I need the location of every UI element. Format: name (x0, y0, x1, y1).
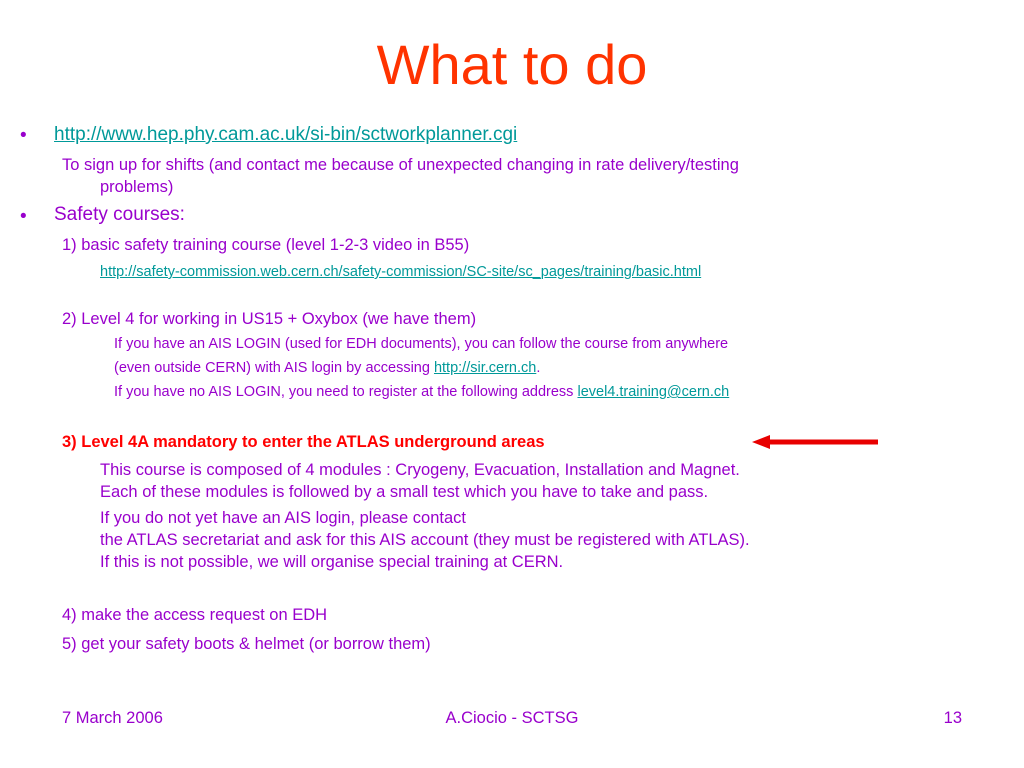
course-item-2-line3-prefix: If you have no AIS LOGIN, you need to register at the following address (114, 384, 578, 400)
course-item-3-p1-line1: This course is composed of 4 modules : Cryogeny, Evacuation, Installation and Magnet. (100, 461, 740, 479)
course-item-1: 1) basic safety training course (level 1-2-3 video in B55) (62, 236, 470, 254)
course-item-2-line2-prefix: (even outside CERN) with AIS login by accessing (114, 360, 434, 376)
safety-courses-heading: Safety courses: (54, 204, 185, 225)
bullet-dot: • (20, 125, 27, 146)
course-item-3-p2-line2: the ATLAS secretariat and ask for this AIS account (they must be registered with ATLAS). (100, 531, 750, 549)
footer-author: A.Ciocio - SCTSG (445, 709, 579, 727)
course-item-3: 3) Level 4A mandatory to enter the ATLAS underground areas (62, 433, 545, 451)
course-item-4: 4) make the access request on EDH (62, 606, 328, 624)
course-item-3-p2-line1: If you do not yet have an AIS login, please contact (100, 509, 466, 527)
sir-cern-link[interactable]: http://sir.cern.ch (433, 360, 537, 376)
workplanner-link[interactable]: http://www.hep.phy.cam.ac.uk/si-bin/sctworkplanner.cgi (54, 124, 518, 145)
course-item-3-p2-line3: If this is not possible, we will organise special training at CERN. (100, 553, 564, 571)
course-item-2: 2) Level 4 for working in US15 + Oxybox (we have them) (62, 310, 477, 328)
course-item-3-p1-line2: Each of these modules is followed by a small test which you have to take and pass. (100, 483, 709, 501)
level4-email-link[interactable]: level4.training@cern.ch (577, 384, 730, 400)
workplanner-desc-line1: To sign up for shifts (and contact me because of unexpected changing in rate delivery/testing (62, 156, 739, 174)
bullet-dot: • (20, 206, 27, 227)
course-item-5: 5) get your safety boots & helmet (or borrow them) (62, 635, 431, 653)
footer-date: 7 March 2006 (62, 709, 163, 727)
slide-title: What to do (376, 33, 648, 96)
footer-page-number: 13 (943, 709, 962, 727)
workplanner-desc-line2: problems) (100, 178, 174, 196)
red-arrow-icon (748, 432, 882, 452)
course-item-2-line1: If you have an AIS LOGIN (used for EDH documents), you can follow the course from anywhere (114, 336, 729, 352)
course-item-2-line3 (114, 382, 729, 402)
course-item-2-line2 (114, 358, 540, 378)
basic-training-link[interactable]: http://safety-commission.web.cern.ch/safety-commission/SC-site/sc_pages/training/basic.html (100, 264, 702, 280)
course-item-2-line2-suffix: . (536, 360, 541, 376)
